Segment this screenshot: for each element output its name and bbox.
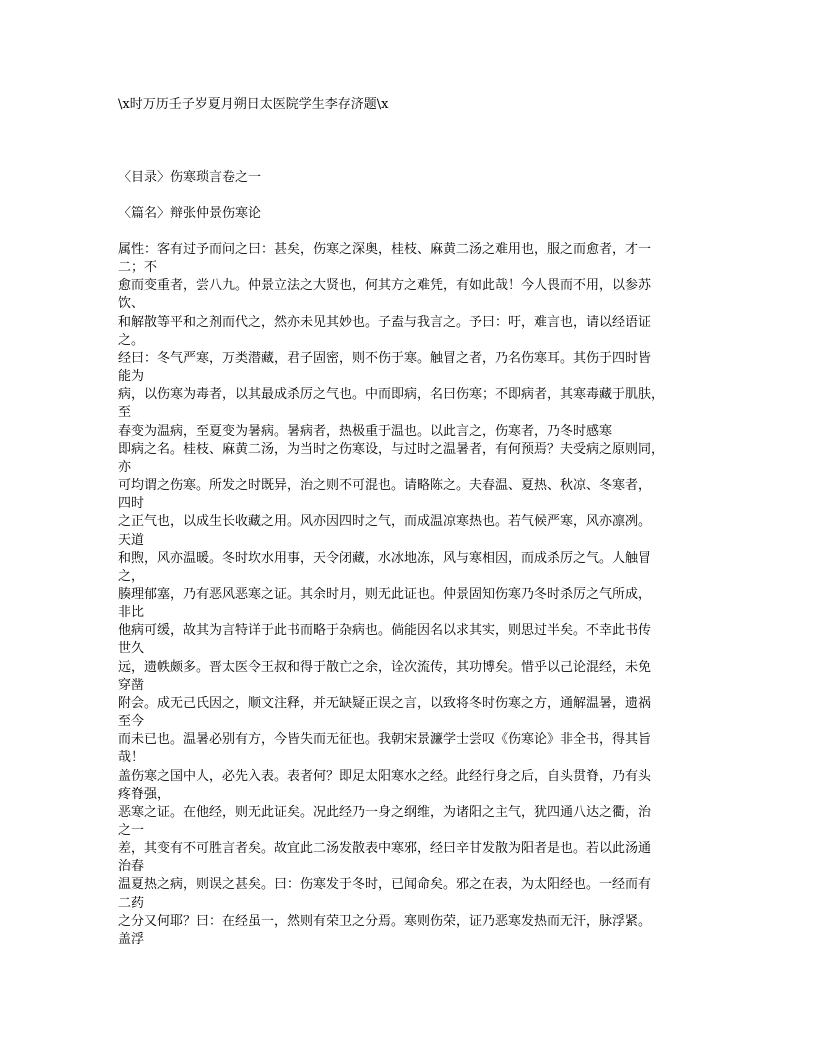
body-line: 属性：客有过予而问之曰：甚矣，伤寒之深奥，桂枝、麻黄二汤之难用也，服之而愈者，才一 [118, 242, 652, 257]
body-line: 他病可缓，故其为言特详于此书而略于杂病也。倘能因名以求其实，则思过半矣。不幸此书传 [118, 623, 652, 639]
body-line: 远，遗帙颇多。晋太医令王叔和得于散亡之余，诠次流传，其功博矣。惜乎以己论混经，未免 [118, 659, 652, 675]
body-line: 穿凿 [118, 677, 145, 693]
body-line: 二；不 [118, 260, 158, 276]
body-line: 和解散等平和之剂而代之，然亦未见其妙也。子盍与我言之。予曰：吁，难言也，请以经语证 [118, 314, 652, 330]
body-line: 腠理郁塞，乃有恶风恶寒之证。其余时月，则无此证也。仲景固知伤寒乃冬时杀厉之气所成， [118, 586, 652, 602]
body-line: 之正气也，以成生长收藏之用。风亦因四时之气，而成温凉寒热也。若气候严寒，风亦凛冽。 [118, 514, 652, 530]
body-line: 疼脊强， [118, 786, 171, 802]
body-line: 即病之名。桂枝、麻黄二汤，为当时之伤寒设，与过时之温暑者，有何预焉？夫受病之原则同， [118, 441, 665, 457]
body-line: 四时 [118, 496, 145, 512]
body-line: 盖浮 [118, 931, 145, 947]
body-line: 春变为温病，至夏变为暑病。暑病者，热极重于温也。以此言之，伤寒者，乃冬时感寒 [118, 423, 613, 439]
body-line: 可均谓之伤寒。所发之时既异，治之则不可混也。请略陈之。夫春温、夏热、秋凉、冬寒者， [118, 478, 652, 494]
document-subtitle: \x时万历壬子岁夏月朔日太医院学生李存济题\x [118, 97, 389, 112]
body-line: 饮、 [118, 296, 145, 312]
body-line: 至今 [118, 714, 145, 730]
body-line: 天道 [118, 532, 145, 548]
body-line: 之一 [118, 823, 145, 838]
body-line: 恶寒之证。在他经，则无此证矣。况此经乃一身之纲维，为诸阳之主气，犹四通八达之衢，治 [118, 804, 652, 820]
body-line: 能为 [118, 369, 145, 385]
body-line: 盖伤寒之国中人，必先入表。表者何？即足太阳寒水之经。此经行身之后，自头贯脊，乃有头 [118, 768, 652, 784]
body-line: 经曰：冬气严寒，万类潜藏，君子固密，则不伤于寒。触冒之者，乃名伤寒耳。其伤于四时皆 [118, 350, 652, 366]
body-line: 亦 [118, 459, 132, 475]
body-line: 二药 [118, 895, 145, 911]
body-line: 和煦，风亦温暖。冬时坎水用事，天令闭藏，水冰地冻，风与寒相因，而成杀厉之气。人触冒 [118, 550, 652, 566]
body-line: 病，以伤寒为毒者，以其最成杀厉之气也。中而即病，名曰伤寒；不即病者，其寒毒藏于肌肤， [118, 387, 665, 403]
body-line: 温夏热之病，则误之甚矣。曰：伤寒发于冬时，已闻命矣。邪之在表，为太阳经也。一经而有 [118, 877, 652, 893]
body-line: 之， [118, 568, 145, 584]
body-line: 至 [118, 405, 132, 421]
body-line: 差，其变有不可胜言者矣。故宜此二汤发散表中寒邪，经曰辛甘发散为阳者是也。若以此汤通 [118, 841, 652, 857]
body-text [118, 241, 718, 949]
body-line: 而未已也。温暑必别有方，今皆失而无征也。我朝宋景濂学士尝叹《伤寒论》非全书，得其旨 [118, 732, 652, 748]
body-line: 之分又何耶？曰：在经虽一，然则有荣卫之分焉。寒则伤荣，证乃恶寒发热而无汗，脉浮紧。 [118, 913, 652, 929]
body-line: 附会。成无己氏因之，顺文注释，并无缺疑正误之言，以致将冬时伤寒之方，通解温暑，遗祸 [118, 695, 652, 711]
body-line: 世久 [118, 641, 145, 657]
body-line: 愈而变重者，尝八九。仲景立法之大贤也，何其方之难凭，有如此哉！今人畏而不用，以参苏 [118, 278, 652, 294]
body-line: 治春 [118, 859, 145, 875]
body-line: 非比 [118, 605, 145, 621]
body-line: 之。 [118, 332, 145, 348]
toc-heading: 〈目录〉伤寒琐言卷之一 [118, 170, 262, 185]
body-line: 哉！ [118, 750, 145, 766]
chapter-heading: 〈篇名〉辩张仲景伤寒论 [118, 206, 262, 221]
